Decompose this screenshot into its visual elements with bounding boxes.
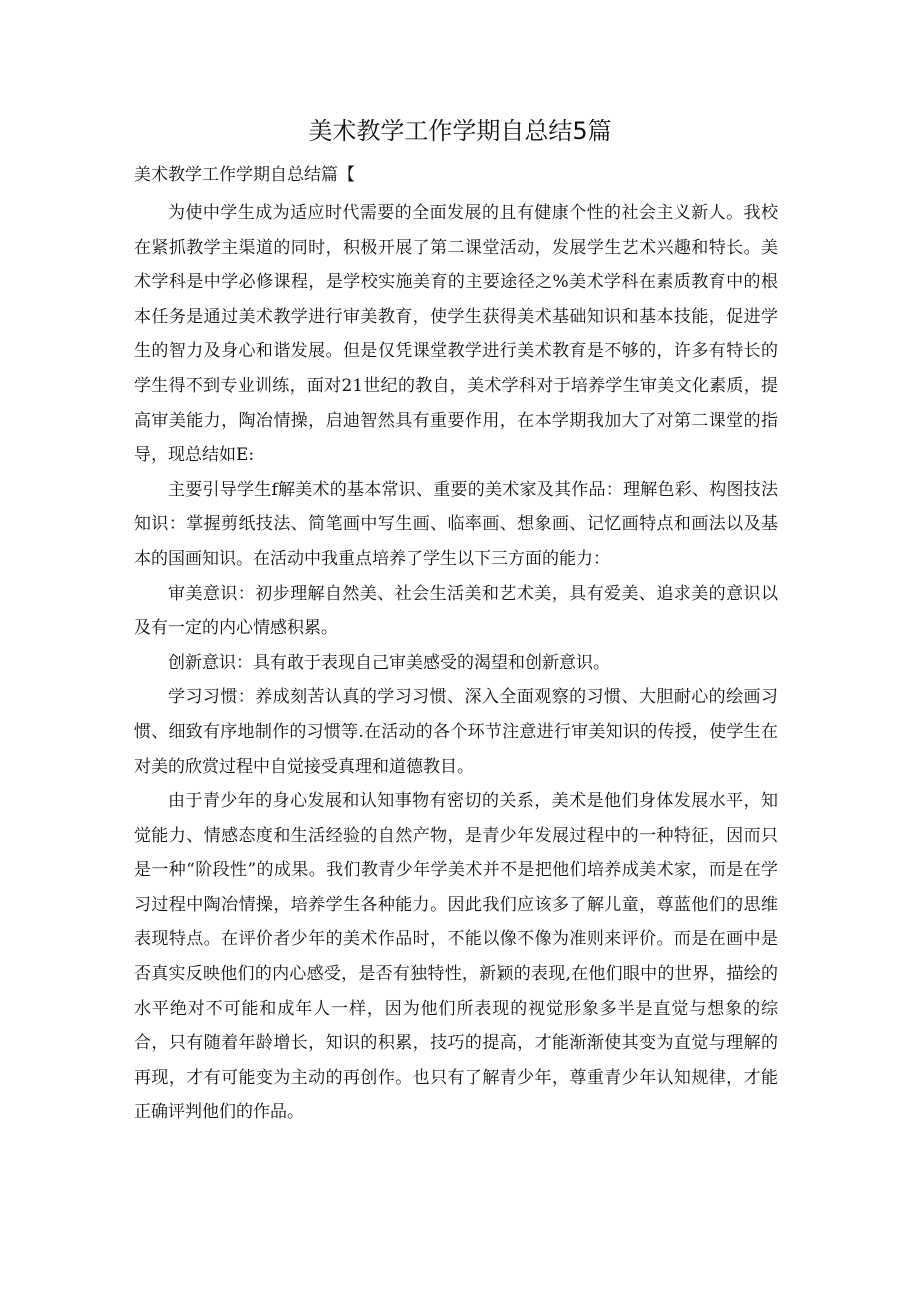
paragraph-guidance: 主要引导学生f解美术的基本常识、重要的美术家及其作品：理解色彩、构图技法知识：掌握剪纸技法、简笔画中写生画、临率画、想象画、记忆画特点和画法以及基本的国画知识。在活动中我重点培养了学生以下三方面的能力：	[134, 479, 778, 569]
section-heading: 美术教学工作学期自总结篇【	[134, 165, 355, 185]
document-title: 美术教学工作学期自总结5篇	[308, 117, 612, 145]
paragraph-innovation: 创新意识：具有敢于表现自己审美感受的渴望和创新意识。	[168, 652, 610, 673]
paragraph-development: 由于青少年的身心发展和认知事物有密切的关系，美术是他们身体发展水平，知觉能力、情感态度和生活经验的自然产物，是青少年发展过程中的一种特征，因而只是一种“阶段性”的成果。我们教青少年学美术并不是把他们培养成美术家，而是在学习过程中陶冶情操，培养学生各种能力。因此我们应该多了解儿童，尊蓝他们的思维表现特点。在评价者少年的美术作品时，不能以像不像为准则来评价。而是在画中是否真实反映他们的内心感受，是否有独特性，新颖的表现,在他们眼中的世界，描绘的水平绝对不可能和成年人一样，因为他们所表现的视觉形象多半是直觉与想象的综合，只有随着年龄增长，知识的积累，技巧的提高，才能渐渐使其变为直觉与理解的再现，才有可能变为主动的再创作。也只有了解青少年，尊重青少年认知规律，才能正确评判他们的作品。	[134, 791, 778, 1123]
paragraph-habits: 学习习惯：养成刻苦认真的学习习惯、深入全面观察的习惯、大胆耐心的绘画习惯、细致有序地制作的习惯等.在活动的各个环节注意进行审美知识的传授，使学生在对美的欣赏过程中自觉接受真理和道德教目。	[134, 687, 778, 777]
document-body	[134, 196, 778, 1130]
paragraph-intro: 为使中学生成为适应时代需要的全面发展的且有健康个性的社会主义新人。我校在紧抓教学主渠道的同时，积极开展了第二课堂活动，发展学生艺术兴趣和特长。美术学科是中学必修课程，是学校实施美育的主要途径之%美术学科在素质教育中的根本任务是通过美术教学进行审美教育，使学生获得美术基础知识和基本技能，促进学生的智力及身心和谐发展。但是仅凭课堂教学进行美术教育是不够的，许多有特长的学生得不到专业训练，面对21世纪的教自，美术学科对于培养学生审美文化素质，提高审美能力，陶冶情操，启迪智然具有重要作用，在本学期我加大了对第二课堂的指导，现总结如E:	[134, 203, 778, 466]
paragraph-aesthetic: 审美意识：初步理解自然美、社会生活美和艺术美，具有爱美、追求美的意识以及有一定的内心情感积累。	[134, 583, 778, 639]
